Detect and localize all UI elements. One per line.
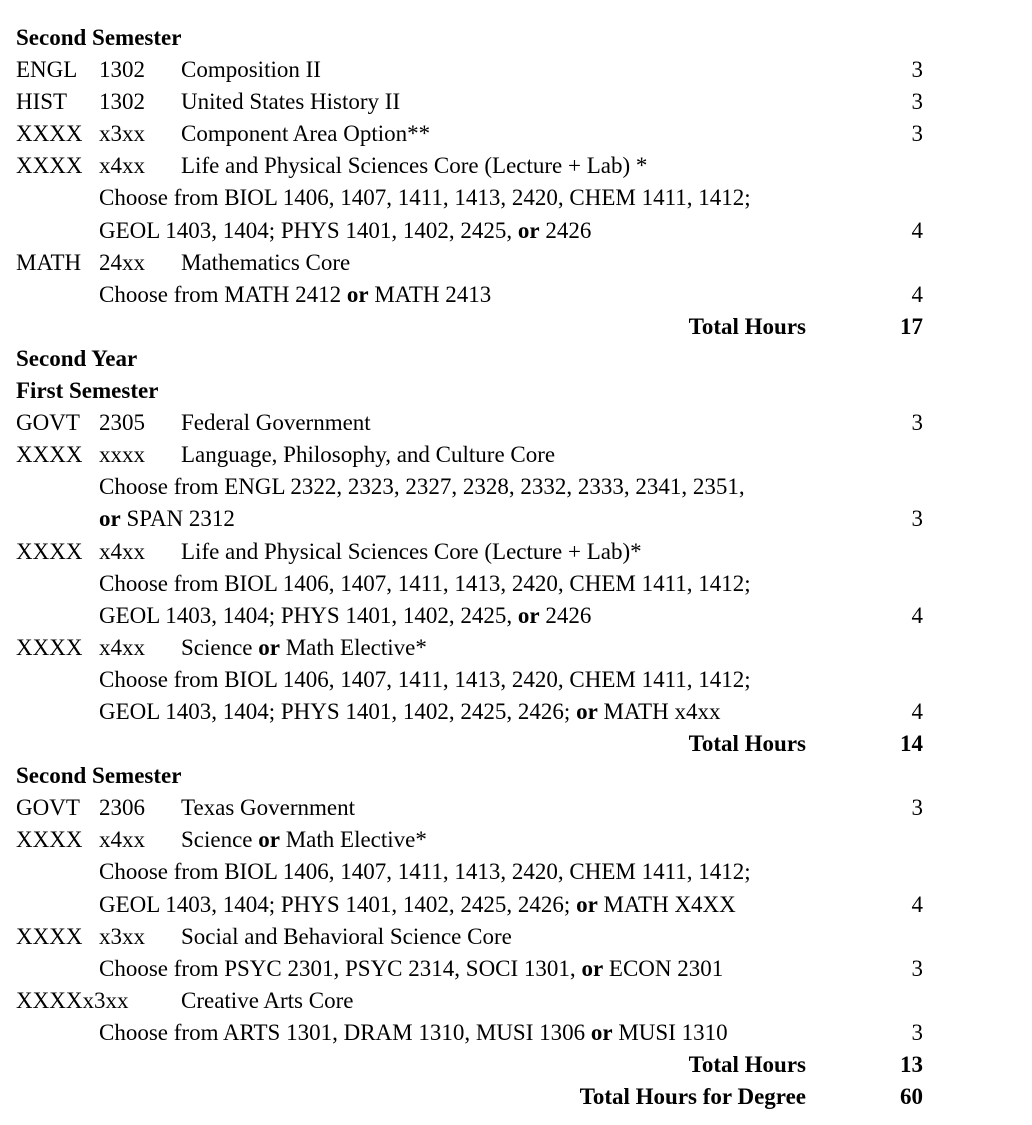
description-text <box>99 182 751 214</box>
course-title: Mathematics Core <box>181 249 351 275</box>
text-fragment: Science <box>181 827 259 853</box>
course-dept: XXXX <box>16 923 83 949</box>
total-hours-row <box>0 1081 1032 1113</box>
text-fragment: Choose from BIOL 1406, 1407, 1411, 1413, 2420, CHEM 1411, 1412; <box>99 859 751 885</box>
course-title <box>181 824 427 856</box>
course-row <box>0 150 1032 182</box>
text-fragment: ECON 2301 <box>603 955 724 981</box>
credit-hours: 3 <box>911 121 923 147</box>
course-row <box>0 985 1032 1017</box>
total-hours-row <box>0 728 1032 760</box>
credit-hours: 3 <box>911 410 923 436</box>
emphasis-or: or <box>258 827 280 853</box>
course-number: x4xx <box>99 827 145 853</box>
description-text <box>99 1017 728 1049</box>
text-fragment: Science <box>181 634 259 660</box>
course-dept: XXXX <box>16 442 83 468</box>
description-text <box>99 471 745 503</box>
course-title: Creative Arts Core <box>181 987 354 1013</box>
course-row <box>0 536 1032 568</box>
text-fragment: GEOL 1403, 1404; PHYS 1401, 1402, 2425, 2426; <box>99 891 577 917</box>
credit-hours: 4 <box>911 217 923 243</box>
emphasis-or: or <box>346 281 369 307</box>
course-title: Component Area Option** <box>181 121 431 147</box>
degree-plan-document <box>0 22 1032 1113</box>
credit-hours: 3 <box>911 1019 923 1045</box>
credit-hours: 4 <box>911 602 923 628</box>
description-text <box>99 664 751 696</box>
emphasis-or: or <box>590 1019 613 1045</box>
text-fragment: Choose from BIOL 1406, 1407, 1411, 1413, 2420, CHEM 1411, 1412; <box>99 666 751 692</box>
text-fragment: Choose from BIOL 1406, 1407, 1411, 1413, 2420, CHEM 1411, 1412; <box>99 570 751 596</box>
course-description <box>0 696 1032 728</box>
section-heading: First Semester <box>16 378 159 404</box>
course-number: x4xx <box>99 634 145 660</box>
text-fragment: GEOL 1403, 1404; PHYS 1401, 1402, 2425, 2426; <box>99 698 577 724</box>
emphasis-or: or <box>581 955 604 981</box>
course-row <box>0 86 1032 118</box>
description-text <box>99 953 723 985</box>
course-dept: HIST <box>16 89 68 115</box>
text-fragment: 2426 <box>539 602 592 628</box>
text-fragment: Choose from ENGL 2322, 2323, 2327, 2328, 2332, 2333, 2341, 2351, <box>99 474 745 500</box>
course-number: 2306 <box>99 795 145 821</box>
credit-hours: 3 <box>911 795 923 821</box>
course-row <box>0 632 1032 664</box>
text-fragment: MATH x4xx <box>597 698 721 724</box>
course-row <box>0 824 1032 856</box>
course-title: Texas Government <box>181 795 356 821</box>
course-dept: GOVT <box>16 410 80 436</box>
total-hours-label: Total Hours <box>688 1052 806 1077</box>
course-row <box>0 792 1032 824</box>
description-text <box>99 600 591 632</box>
text-fragment: MUSI 1310 <box>612 1019 728 1045</box>
course-description <box>0 856 1032 888</box>
course-title: Language, Philosophy, and Culture Core <box>181 442 556 468</box>
course-dept: GOVT <box>16 795 80 821</box>
total-hours-value: 13 <box>900 1052 923 1077</box>
course-dept: XXXX <box>16 827 83 853</box>
course-row <box>0 407 1032 439</box>
course-dept: XXXX <box>16 153 83 179</box>
section-heading: Second Semester <box>16 25 182 50</box>
course-dept: XXXX <box>16 538 83 564</box>
course-description <box>0 664 1032 696</box>
text-fragment: MATH 2413 <box>368 281 492 307</box>
course-title: United States History II <box>181 89 401 115</box>
course-title: Social and Behavioral Science Core <box>181 923 512 949</box>
text-fragment: SPAN 2312 <box>120 506 235 532</box>
course-number: x3xx <box>99 121 145 147</box>
course-description <box>0 953 1032 985</box>
course-number: 24xx <box>99 249 145 275</box>
credit-hours: 3 <box>911 955 923 981</box>
section-heading: Second Semester <box>16 763 182 789</box>
text-fragment: Choose from PSYC 2301, PSYC 2314, SOCI 1301, <box>99 955 582 981</box>
total-hours-value: 17 <box>900 313 923 339</box>
total-hours-row <box>0 311 1032 343</box>
description-text <box>99 568 751 600</box>
description-text <box>99 279 491 311</box>
course-code: XXXXx3xx <box>16 987 129 1013</box>
course-number: 1302 <box>99 89 145 115</box>
total-hours-value: 14 <box>900 731 923 757</box>
course-description <box>0 215 1032 247</box>
total-hours-value: 60 <box>900 1084 923 1110</box>
course-title <box>181 632 427 664</box>
emphasis-or: or <box>517 217 540 243</box>
course-number: x3xx <box>99 923 145 949</box>
emphasis-or: or <box>517 602 540 628</box>
course-dept: MATH <box>16 249 82 275</box>
text-fragment: GEOL 1403, 1404; PHYS 1401, 1402, 2425, <box>99 217 518 243</box>
course-dept: ENGL <box>16 57 78 83</box>
total-hours-label: Total Hours <box>688 313 806 339</box>
total-hours-label: Total Hours <box>688 731 806 757</box>
course-description <box>0 279 1032 311</box>
total-hours-label: Total Hours for Degree <box>579 1084 806 1110</box>
course-row <box>0 247 1032 279</box>
course-row <box>0 921 1032 953</box>
emphasis-or: or <box>258 634 280 660</box>
course-number: xxxx <box>99 442 145 468</box>
credit-hours: 4 <box>911 891 923 917</box>
credit-hours: 4 <box>911 281 923 307</box>
credit-hours: 3 <box>911 89 923 115</box>
emphasis-or: or <box>576 891 598 917</box>
total-hours-row <box>0 1049 1032 1081</box>
course-number: x4xx <box>99 538 145 564</box>
emphasis-or: or <box>576 698 598 724</box>
course-title: Composition II <box>181 57 321 83</box>
course-description <box>0 503 1032 535</box>
course-description <box>0 1017 1032 1049</box>
course-description <box>0 568 1032 600</box>
course-row <box>0 118 1032 150</box>
course-number: 1302 <box>99 57 145 83</box>
credit-hours: 3 <box>911 506 923 532</box>
description-text <box>99 696 720 728</box>
course-description <box>0 600 1032 632</box>
course-description <box>0 471 1032 503</box>
course-description <box>0 889 1032 921</box>
description-text <box>99 503 235 535</box>
text-fragment: 2426 <box>539 217 592 243</box>
text-fragment: Math Elective* <box>279 634 427 660</box>
text-fragment: Choose from MATH 2412 <box>99 281 347 307</box>
section-heading: Second Year <box>16 345 138 371</box>
course-title: Life and Physical Sciences Core (Lecture + Lab)* <box>181 538 642 564</box>
course-description <box>0 182 1032 214</box>
course-row <box>0 439 1032 471</box>
course-dept: XXXX <box>16 634 83 660</box>
credit-hours: 4 <box>911 698 923 724</box>
description-text <box>99 215 591 247</box>
course-dept: XXXX <box>16 121 83 147</box>
text-fragment: Math Elective* <box>279 827 427 853</box>
course-title: Life and Physical Sciences Core (Lecture + Lab) * <box>181 153 648 179</box>
course-number: 2305 <box>99 410 145 436</box>
text-fragment: Choose from BIOL 1406, 1407, 1411, 1413, 2420, CHEM 1411, 1412; <box>99 185 751 211</box>
credit-hours: 3 <box>911 57 923 83</box>
course-row <box>0 54 1032 86</box>
text-fragment: MATH X4XX <box>597 891 736 917</box>
text-fragment: GEOL 1403, 1404; PHYS 1401, 1402, 2425, <box>99 602 518 628</box>
description-text <box>99 889 736 921</box>
course-title: Federal Government <box>181 410 371 436</box>
emphasis-or: or <box>99 506 121 532</box>
course-number: x4xx <box>99 153 145 179</box>
text-fragment: Choose from ARTS 1301, DRAM 1310, MUSI 1306 <box>99 1019 591 1045</box>
description-text <box>99 856 751 888</box>
